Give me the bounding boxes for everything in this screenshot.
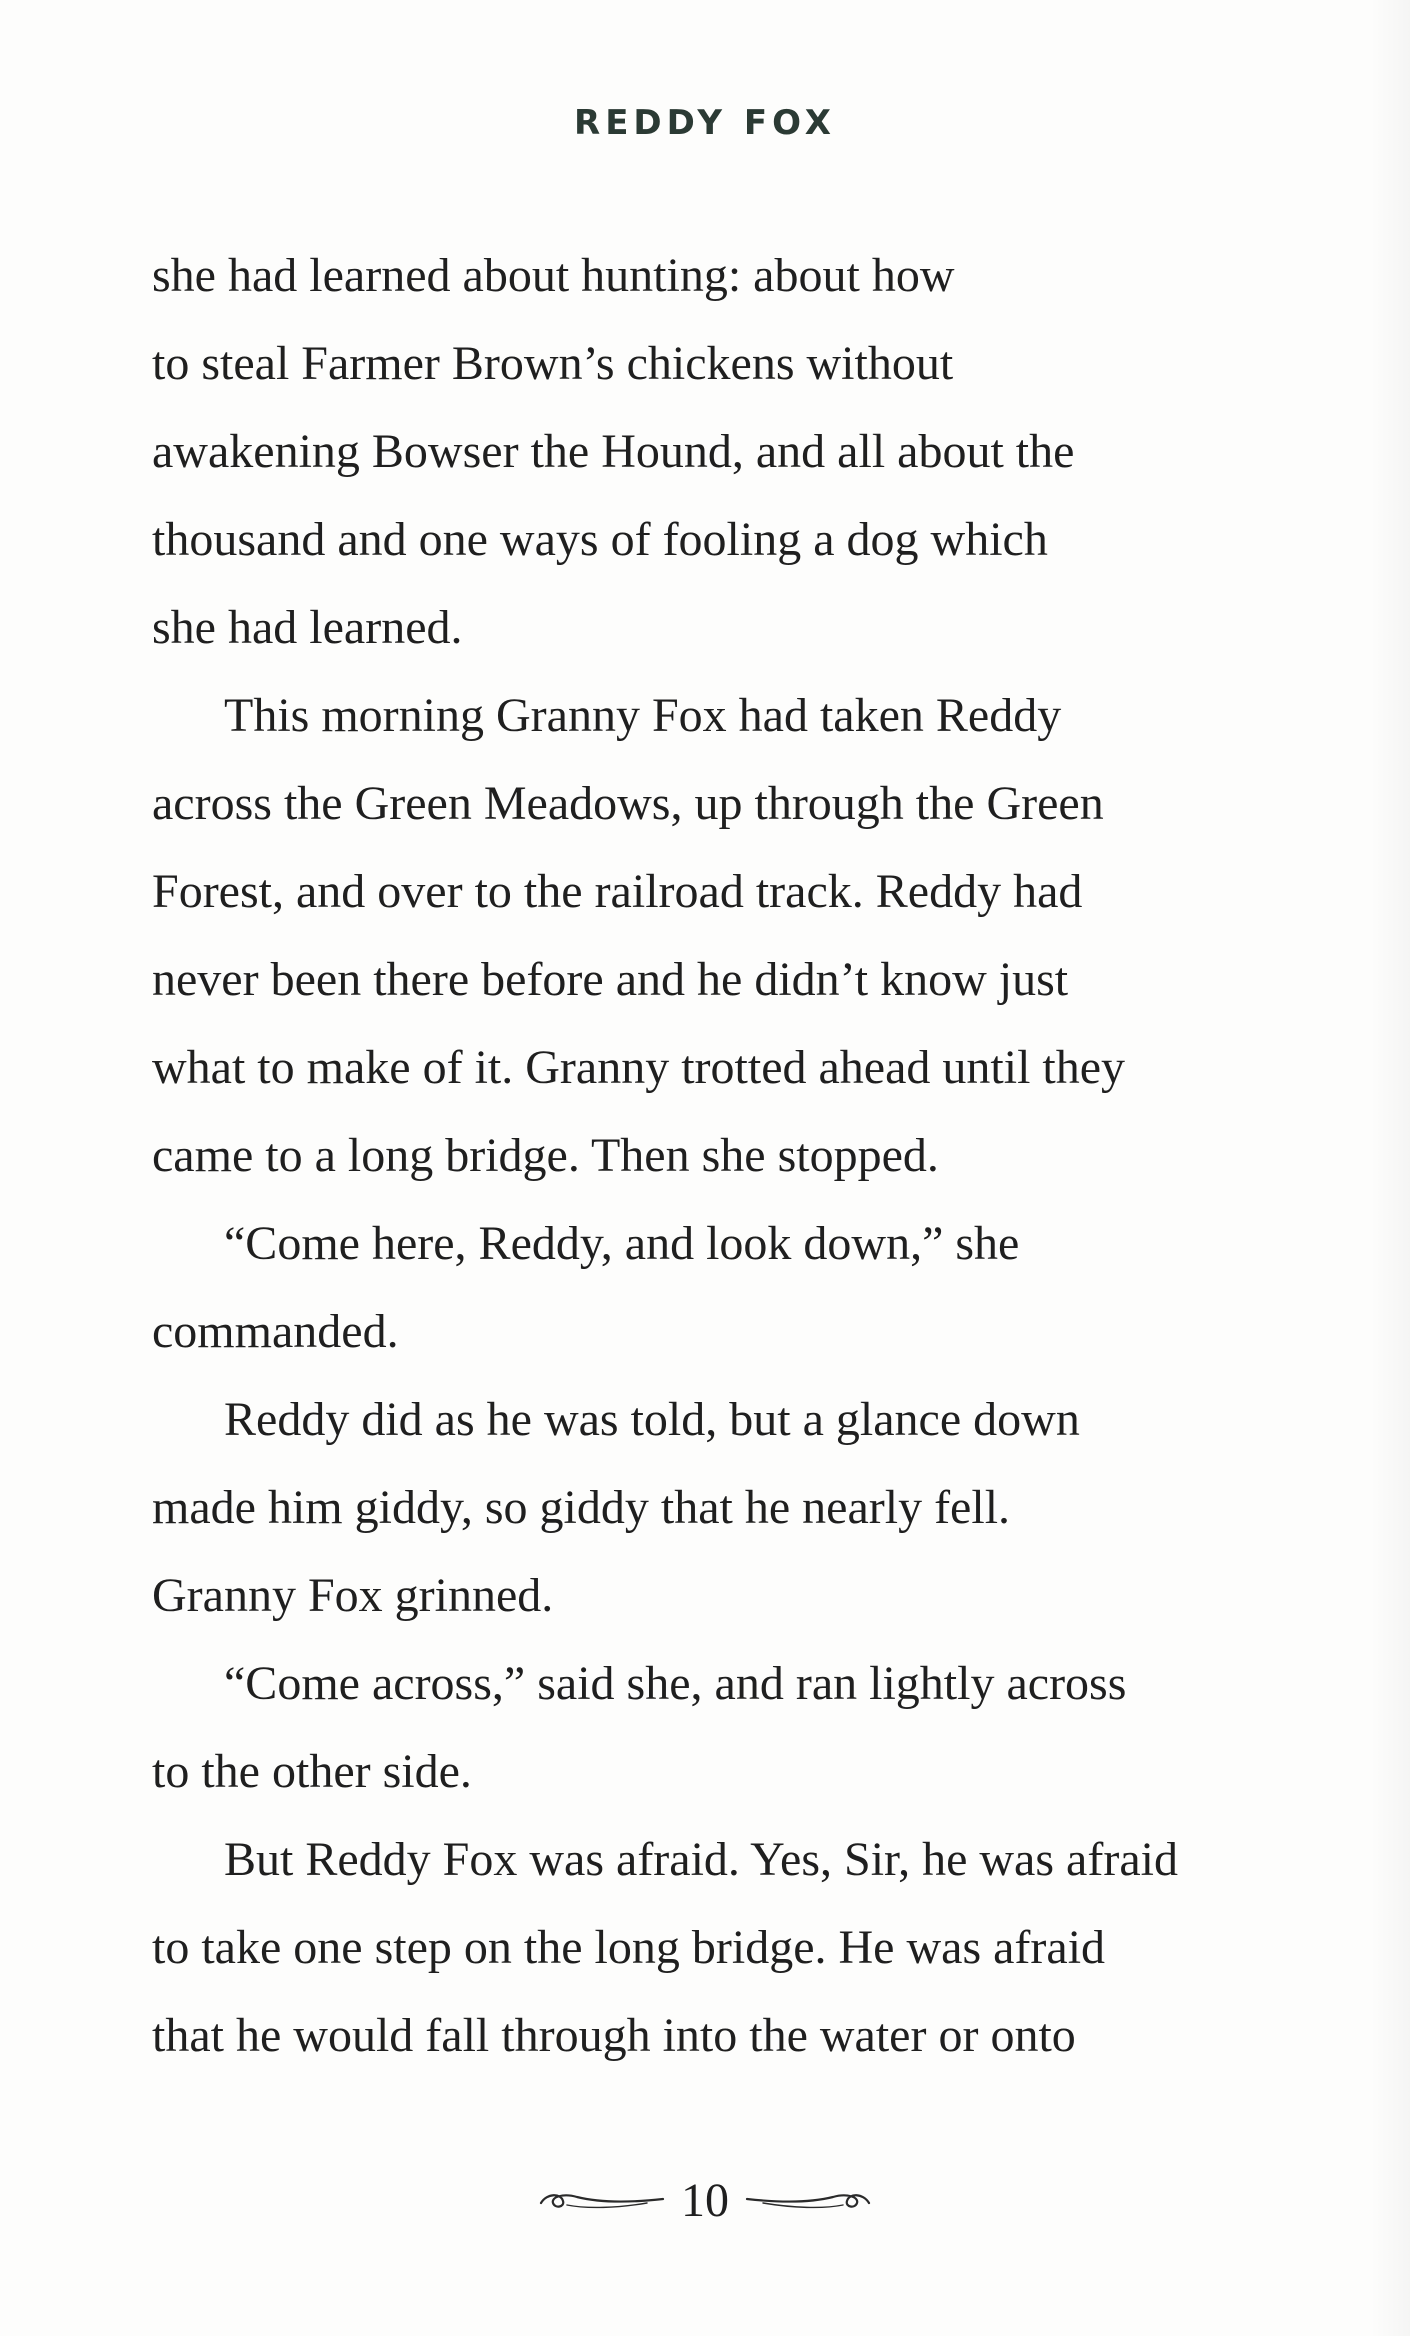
text-line: commanded. [152, 1305, 399, 1358]
text-line: Granny Fox grinned. [152, 1569, 554, 1622]
text-line: what to make of it. Granny trotted ahead until they [152, 1041, 1126, 1094]
text-line: made him giddy, so giddy that he nearly fell. [152, 1481, 1011, 1534]
text-line: she had learned about hunting: about how [152, 249, 955, 302]
paragraph-5 [152, 1640, 1272, 1816]
text-line: This morning Granny Fox had taken Reddy [224, 689, 1062, 742]
body-text [152, 232, 1272, 2080]
paragraph-6 [152, 1816, 1272, 2080]
page-edge-shadow [1370, 0, 1410, 2336]
text-line: to steal Farmer Brown’s chickens without [152, 337, 954, 390]
running-head: REDDY FOX [574, 103, 836, 143]
paragraph-1 [152, 232, 1272, 672]
text-line: But Reddy Fox was afraid. Yes, Sir, he was afraid [224, 1833, 1178, 1886]
paragraph-3 [152, 1200, 1272, 1376]
text-line: to the other side. [152, 1745, 472, 1798]
text-line: Forest, and over to the railroad track. Reddy had [152, 865, 1083, 918]
text-line: never been there before and he didn’t know just [152, 953, 1069, 1006]
text-line: awakening Bowser the Hound, and all about the [152, 425, 1075, 478]
text-line: came to a long bridge. Then she stopped. [152, 1129, 939, 1182]
text-line: “Come across,” said she, and ran lightly across [224, 1657, 1127, 1710]
text-line: thousand and one ways of fooling a dog which [152, 513, 1048, 566]
page-footer [0, 2170, 1410, 2230]
text-line: Reddy did as he was told, but a glance down [224, 1393, 1080, 1446]
paragraph-4 [152, 1376, 1272, 1640]
text-line: to take one step on the long bridge. He was afraid [152, 1921, 1106, 1974]
text-line: across the Green Meadows, up through the Green [152, 777, 1104, 830]
flourish-right-icon [743, 2183, 873, 2217]
paragraph-2 [152, 672, 1272, 1200]
text-line: she had learned. [152, 601, 463, 654]
text-line: “Come here, Reddy, and look down,” she [224, 1217, 1020, 1270]
flourish-left-icon [537, 2183, 667, 2217]
text-line: that he would fall through into the water or onto [152, 2009, 1076, 2062]
page-number: 10 [681, 2173, 729, 2227]
